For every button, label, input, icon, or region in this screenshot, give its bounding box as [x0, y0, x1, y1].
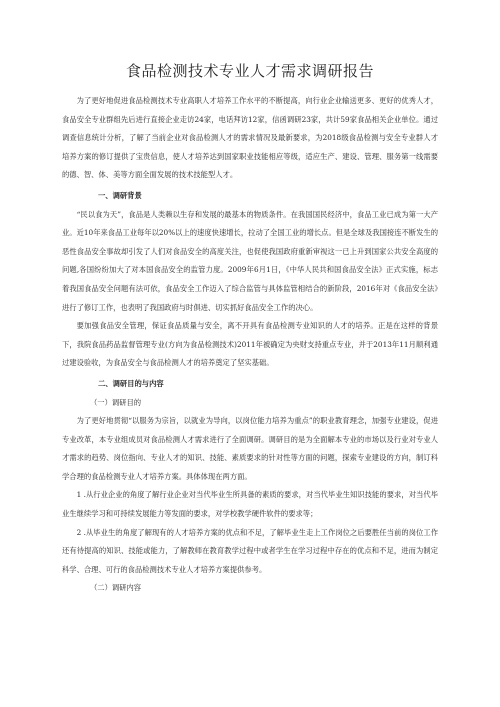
intro-paragraph: 为了更好地促进食品检测技术专业高职人才培养工作水平的不断提高，向行业企业输送更多、更好的优秀人才，食品安全专业群组先后进行直接企业走访24家，电话拜访12家，信函调研23家，共计59家食品相关企业单位。通过调查信息统计分析，了解了当前企业对食品检测人才的需求情况及最新要求，为2018级食品检测与安全专业群人才培养方案的修订提供了宝贵信息，使人才培养达到国家职业技能相应等级，适应生产、建设、管理、服务第一线需要的德、智、体、美等方面全面发展的技术技能型人才。	[62, 96, 438, 180]
document-title: 食品检测技术专业人才需求调研报告	[125, 62, 374, 80]
background-paragraph-1: “民以食为天”，食品是人类赖以生存和发展的最基本的物质条件。在我国国民经济中，食品工业已成为第一大产业。近10年来食品工业每年以20%以上的速度快速增长，拉动了全国工业的增长点。但是全球及我国接连不断发生的恶性食品安全事故却引发了人们对食品安全的高度关注，也促使我国政府重新审视这一已上升到国家公共安全高度的问题,各国纷纷加大了对本国食品安全的监管力度。2009年6月1日，《中华人民共和国食品安全法》正式实施，标志着我国食品安全问题有法可依，食品安全工作迈入了综合监管与具体监管相结合的新阶段，2016年对《食品安全法》进行了修订工作，也表明了我国政府与时俱进、切实抓好食品安全工作的决心。	[62, 209, 438, 312]
purpose-item-2: 2 .从毕业生的角度了解现有的人才培养方案的优点和不足，了解毕业生走上工作岗位之后要胜任当前的岗位工作还有待提高的知识、技能或能力，了解教师在教育教学过程中或者学生在学习过程中存在的优点和不足，进而为制定科学、合理、可行的食品检测技术专业人才培养方案提供参考。	[62, 527, 438, 574]
subsection-heading-content: （二）调研内容	[90, 583, 142, 593]
background-paragraph-2: 要加强食品安全管理，保证食品质量与安全，离不开具有食品检测专业知识的人才的培养。正是在这样的背景下，我院食品药品监督管理专业(方向为食品检测技术)2011年被确定为央财支持重点专业，并于2013年11月顺利通过建设验收，为食品安全与食品检测人才的培养奠定了坚实基础。	[62, 321, 438, 368]
document-body	[62, 92, 438, 598]
section-heading-purpose-content: 二、调研目的与内容	[98, 378, 164, 388]
purpose-paragraph: 为了更好地贯彻“以服务为宗旨，以就业为导向，以岗位能力培养为重点”的职业教育理念，加强专业建设，促进专业改革，本专业组成员对食品检测人才需求进行了全面调研。调研目的是为全面解本专业的市场以及行业对专业人才需求的趋势、岗位指向、专业人才的知识、技能、素质要求的针对性等方面的问题，探索专业建设的方向，制订科学合理的食品检测专业人才培养方案。具体体现在两方面。	[62, 416, 438, 481]
purpose-item-1: 1 .从行业企业的角度了解行业企业对当代毕业生所具备的素质的要求，对当代毕业生知识技能的要求，对当代毕业生继续学习和可持续发展能力等发面的要求，对学校教学硬件软件的要求等；	[62, 490, 438, 519]
subsection-heading-purpose: （一）调研目的	[90, 397, 142, 407]
section-heading-background: 一、调研背景	[98, 190, 142, 200]
